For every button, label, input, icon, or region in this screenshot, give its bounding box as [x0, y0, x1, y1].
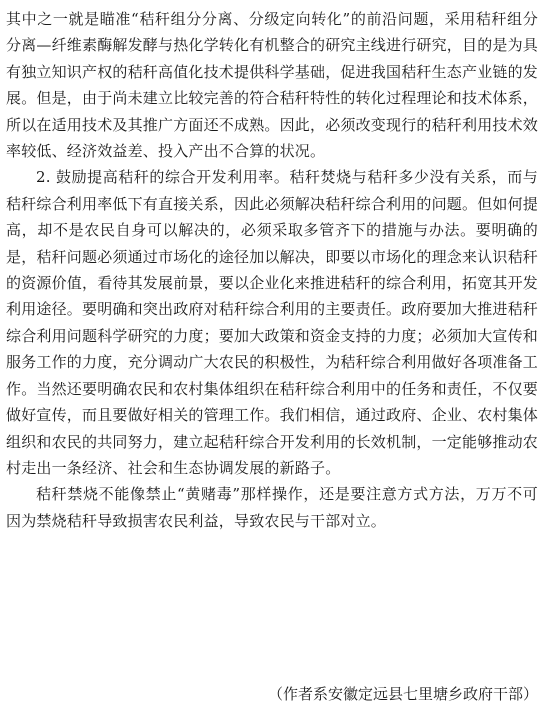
article-body	[6, 6, 538, 534]
author-byline: （作者系安徽定远县七里塘乡政府干部）	[267, 685, 538, 703]
paragraph-continued: 其中之一就是瞄准“秸秆组分分离、分级定向转化”的前沿问题，采用秸秆组分分离—纤维素酶解发酵与热化学转化有机整合的研究主线进行研究，目的是为具有独立知识产权的秸秆高值化技术提供科学基础，促进我国秸秆生态产业链的发展。但是，由于尚未建立比较完善的符合秸秆特性的转化过程理论和技术体系，所以在适用技术及其推广方面还不成熟。因此，必须改变现行的秸秆利用技术效率较低、经济效益差、投入产出不合算的状况。	[6, 10, 539, 161]
paragraph-conclusion: 秸秆禁烧不能像禁止“黄赌毒”那样操作，还是要注意方式方法，万万不可因为禁烧秸秆导致损害农民利益，导致农民与干部对立。	[6, 485, 538, 530]
paragraph-section-2: 2. 鼓励提高秸秆的综合开发利用率。秸秆焚烧与秸秆多少没有关系，而与秸秆综合利用率低下有直接关系，因此必须解决秸秆综合利用的问题。但如何提高，却不是农民自身可以解决的，必须采取多管齐下的措施与办法。要明确的是，秸秆问题必须通过市场化的途径加以解决，即要以市场化的理念来认识秸秆的资源价值，看待其发展前景，要以企业化来推进秸秆的综合利用，拓宽其开发利用途径。要明确和突出政府对秸秆综合利用的主要责任。政府要加大推进秸秆综合利用问题科学研究的力度；要加大政策和资金支持的力度；必须加大宣传和服务工作的力度，充分调动广大农民的积极性，为秸秆综合利用做好各项准备工作。当然还要明确农民和农村集体组织在秸秆综合利用中的任务和责任，不仅要做好宣传，而且要做好相关的管理工作。我们相信，通过政府、企业、农村集体组织和农民的共同努力，建立起秸秆综合开发利用的长效机制，一定能够推动农村走出一条经济、社会和生态协调发展的新路子。	[6, 168, 539, 477]
